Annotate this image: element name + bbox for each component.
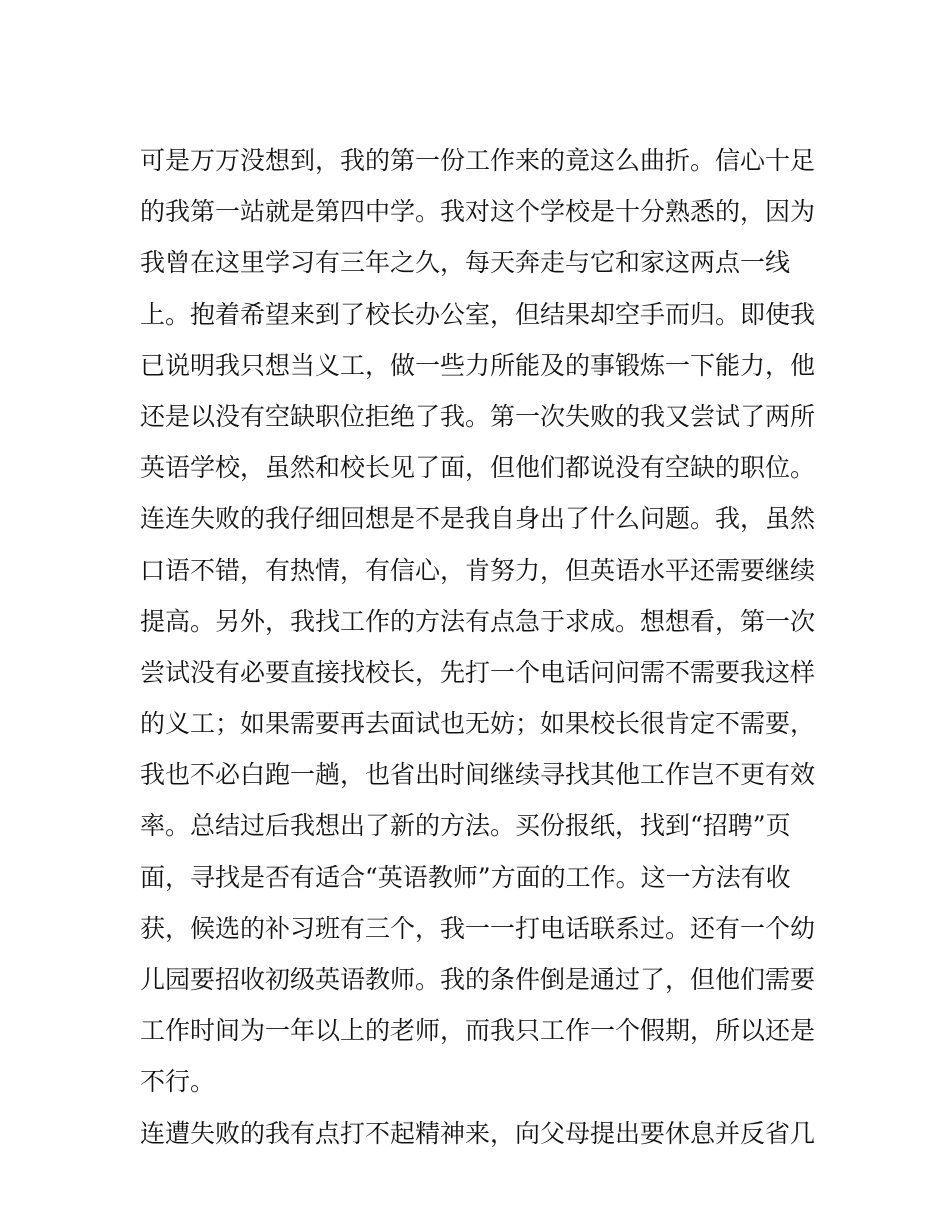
body-text <box>140 135 830 1159</box>
text-line: 我曾在这里学习有三年之久，每天奔走与它和家这两点一线 <box>140 248 791 278</box>
text-line: 工作时间为一年以上的老师，而我只工作一个假期，所以还是 <box>140 1016 816 1046</box>
text-line: 已说明我只想当义工，做一些力所能及的事锻炼一下能力，他 <box>140 350 816 380</box>
text-line: 儿园要招收初级英语教师。我的条件倒是通过了，但他们需要 <box>140 965 816 994</box>
text-line: 获，候选的补习班有三个，我一一打电话联系过。还有一个幼 <box>140 913 816 943</box>
text-line: 还是以没有空缺职位拒绝了我。第一次失败的我又尝试了两所 <box>140 401 816 431</box>
text-line: 的义工；如果需要再去面试也无妨；如果校长很肯定不需要， <box>140 709 816 739</box>
text-line: 我也不必白跑一趟，也省出时间继续寻找其他工作岂不更有效 <box>140 760 816 790</box>
text-line: 上。抱着希望来到了校长办公室，但结果却空手而归。即使我 <box>140 299 816 329</box>
text-line: 口语不错，有热情，有信心，肯努力，但英语水平还需要继续 <box>140 555 816 585</box>
text-line: 尝试没有必要直接找校长，先打一个电话问问需不需要我这样 <box>140 657 816 687</box>
text-line: 不行。 <box>140 1067 216 1097</box>
text-line: 提高。另外，我找工作的方法有点急于求成。想想看，第一次 <box>140 606 816 636</box>
text-line: 连遭失败的我有点打不起精神来，向父母提出要休息并反省几 <box>140 1118 816 1148</box>
text-line: 面，寻找是否有适合“英语教师”方面的工作。这一方法有收 <box>140 862 791 892</box>
text-line: 英语学校，虽然和校长见了面，但他们都说没有空缺的职位。 <box>140 453 816 483</box>
text-line: 率。总结过后我想出了新的方法。买份报纸，找到“招聘”页 <box>140 811 791 841</box>
text-line: 的我第一站就是第四中学。我对这个学校是十分熟悉的，因为 <box>140 197 816 227</box>
text-line: 可是万万没想到，我的第一份工作来的竟这么曲折。信心十足 <box>140 146 816 175</box>
text-line: 连连失败的我仔细回想是不是我自身出了什么问题。我，虽然 <box>140 504 816 534</box>
